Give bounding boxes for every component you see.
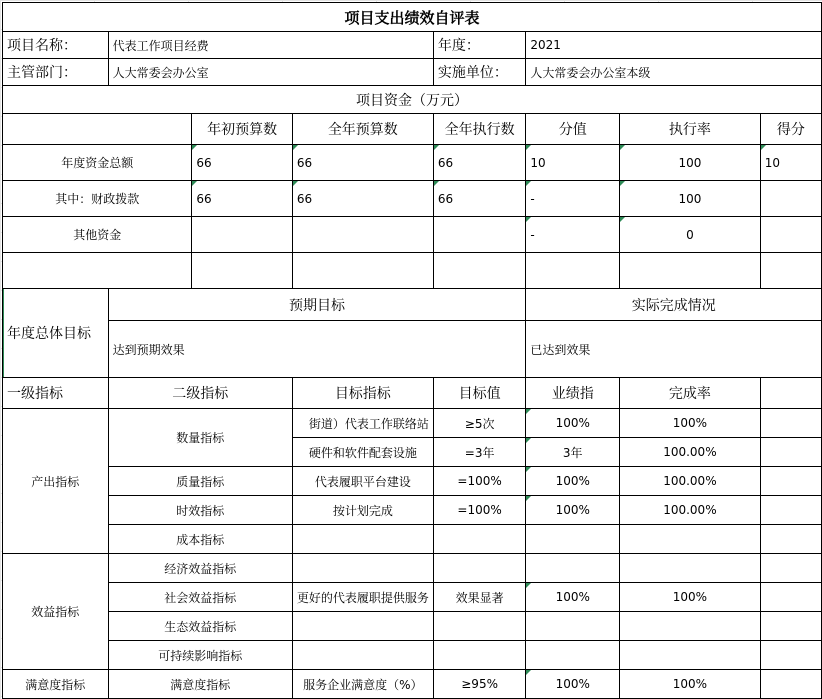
level2-ecological: 生态效益指标 (108, 612, 292, 641)
project-name-label: 项目名称： (3, 32, 109, 59)
funds-cell-rate[interactable]: 100 (620, 181, 761, 217)
indicator-performance[interactable]: 100% (526, 409, 620, 438)
indicator-completion-rate[interactable] (620, 641, 761, 670)
funds-cell-score[interactable] (760, 217, 821, 253)
indicator-blank[interactable] (760, 409, 821, 438)
indicator-target[interactable]: 代表履职平台建设 (292, 467, 433, 496)
performance-evaluation-table (2, 2, 822, 699)
funds-header-score-value: 分值 (526, 114, 620, 145)
level2-quantity: 数量指标 (108, 409, 292, 467)
impl-unit-label: 实施单位： (433, 59, 526, 86)
indicator-blank[interactable] (760, 583, 821, 612)
indicator-target[interactable] (292, 641, 433, 670)
project-name-value[interactable]: 代表工作项目经费 (108, 32, 433, 59)
funds-cell-annual[interactable] (292, 217, 433, 253)
indicator-performance[interactable] (526, 554, 620, 583)
funds-header-blank (3, 114, 192, 145)
indicator-value[interactable] (433, 612, 526, 641)
indicator-value[interactable]: 效果显著 (433, 583, 526, 612)
level2-timeliness: 时效指标 (108, 496, 292, 525)
indicator-target[interactable]: 服务企业满意度（%） (292, 670, 433, 699)
indicator-value[interactable] (433, 641, 526, 670)
level1-benefit: 效益指标 (3, 554, 109, 670)
indicator-target[interactable]: 按计划完成 (292, 496, 433, 525)
year-label: 年度： (433, 32, 526, 59)
indicator-completion-rate[interactable]: 100% (620, 670, 761, 699)
level2-social: 社会效益指标 (108, 583, 292, 612)
expected-goal-header: 预期目标 (108, 289, 526, 321)
indicator-target[interactable] (292, 554, 433, 583)
funds-blank-cell[interactable] (526, 253, 620, 289)
funds-blank-cell[interactable] (192, 253, 292, 289)
indicator-completion-rate[interactable] (620, 525, 761, 554)
funds-cell-initial[interactable]: 66 (192, 181, 292, 217)
funds-cell-annual[interactable]: 66 (292, 145, 433, 181)
funds-blank-cell[interactable] (620, 253, 761, 289)
funds-cell-executed[interactable]: 66 (433, 145, 526, 181)
indicator-performance[interactable]: 100% (526, 670, 620, 699)
indicator-target[interactable]: 街道）代表工作联络站 (292, 409, 433, 438)
funds-cell-initial[interactable] (192, 217, 292, 253)
funds-header-annual: 全年预算数 (292, 114, 433, 145)
indicator-target[interactable] (292, 612, 433, 641)
funds-section-title: 项目资金（万元） (3, 86, 822, 114)
indicator-blank[interactable] (760, 438, 821, 467)
actual-completion-header: 实际完成情况 (526, 289, 822, 321)
funds-cell-annual[interactable]: 66 (292, 181, 433, 217)
funds-blank-cell[interactable] (292, 253, 433, 289)
actual-completion-value[interactable]: 已达到效果 (526, 321, 822, 378)
indicator-performance[interactable]: 3年 (526, 438, 620, 467)
funds-blank-cell[interactable] (760, 253, 821, 289)
indicator-header-blank (760, 378, 821, 409)
funds-cell-score[interactable]: 10 (760, 145, 821, 181)
indicator-completion-rate[interactable]: 100% (620, 409, 761, 438)
year-value[interactable]: 2021 (526, 32, 822, 59)
indicator-target[interactable]: 硬件和软件配套设施 (292, 438, 433, 467)
indicator-completion-rate[interactable]: 100.00% (620, 467, 761, 496)
indicator-blank[interactable] (760, 525, 821, 554)
indicator-blank[interactable] (760, 467, 821, 496)
indicator-completion-rate[interactable]: 100% (620, 583, 761, 612)
funds-header-score: 得分 (760, 114, 821, 145)
indicator-header-performance: 业绩指 (526, 378, 620, 409)
dept-value[interactable]: 人大常委会办公室 (108, 59, 433, 86)
indicator-performance[interactable] (526, 641, 620, 670)
level2-economic: 经济效益指标 (108, 554, 292, 583)
expected-goal-value[interactable]: 达到预期效果 (108, 321, 526, 378)
indicator-completion-rate[interactable] (620, 554, 761, 583)
indicator-header-completion-rate: 完成率 (620, 378, 761, 409)
indicator-completion-rate[interactable]: 100.00% (620, 438, 761, 467)
indicator-header-level1: 一级指标 (3, 378, 109, 409)
funds-cell-score-value[interactable]: - (526, 181, 620, 217)
indicator-header-level2: 二级指标 (108, 378, 292, 409)
funds-cell-executed[interactable]: 66 (433, 181, 526, 217)
indicator-completion-rate[interactable] (620, 612, 761, 641)
funds-blank-cell[interactable] (3, 253, 192, 289)
funds-cell-score[interactable] (760, 181, 821, 217)
indicator-target[interactable] (292, 525, 433, 554)
funds-blank-cell[interactable] (433, 253, 526, 289)
indicator-target[interactable]: 更好的代表履职提供服务 (292, 583, 433, 612)
indicator-value[interactable] (433, 525, 526, 554)
dept-label: 主管部门： (3, 59, 109, 86)
funds-cell-rate[interactable]: 100 (620, 145, 761, 181)
table-title: 项目支出绩效自评表 (3, 3, 822, 32)
indicator-value[interactable]: ≥95% (433, 670, 526, 699)
funds-row-label: 其他资金 (3, 217, 192, 253)
level2-cost: 成本指标 (108, 525, 292, 554)
indicator-performance[interactable]: 100% (526, 467, 620, 496)
funds-cell-initial[interactable]: 66 (192, 145, 292, 181)
indicator-blank[interactable] (760, 554, 821, 583)
indicator-performance[interactable] (526, 612, 620, 641)
indicator-completion-rate[interactable]: 100.00% (620, 496, 761, 525)
indicator-performance[interactable]: 100% (526, 583, 620, 612)
indicator-value[interactable]: ≥5次 (433, 409, 526, 438)
level1-output: 产出指标 (3, 409, 109, 554)
level1-satisfaction: 满意度指标 (3, 670, 109, 699)
indicator-header-value: 目标值 (433, 378, 526, 409)
funds-cell-score-value[interactable]: 10 (526, 145, 620, 181)
indicator-blank[interactable] (760, 641, 821, 670)
indicator-blank[interactable] (760, 670, 821, 699)
indicator-header-target: 目标指标 (292, 378, 433, 409)
funds-cell-rate[interactable]: 0 (620, 217, 761, 253)
level2-sustainable: 可持续影响指标 (108, 641, 292, 670)
indicator-blank[interactable] (760, 496, 821, 525)
funds-row-label: 其中：财政拨款 (3, 181, 192, 217)
level2-quality: 质量指标 (108, 467, 292, 496)
funds-header-initial: 年初预算数 (192, 114, 292, 145)
funds-cell-score-value[interactable]: - (526, 217, 620, 253)
impl-unit-value[interactable]: 人大常委会办公室本级 (526, 59, 822, 86)
indicator-value[interactable]: =100% (433, 496, 526, 525)
funds-row-label: 年度资金总额 (3, 145, 192, 181)
indicator-value[interactable] (433, 554, 526, 583)
indicator-value[interactable]: =3年 (433, 438, 526, 467)
funds-header-rate: 执行率 (620, 114, 761, 145)
funds-cell-executed[interactable] (433, 217, 526, 253)
annual-goal-label: 年度总体目标 (3, 289, 109, 378)
funds-header-executed: 全年执行数 (433, 114, 526, 145)
indicator-performance[interactable]: 100% (526, 496, 620, 525)
indicator-blank[interactable] (760, 612, 821, 641)
indicator-performance[interactable] (526, 525, 620, 554)
level2-satisfaction: 满意度指标 (108, 670, 292, 699)
indicator-value[interactable]: =100% (433, 467, 526, 496)
